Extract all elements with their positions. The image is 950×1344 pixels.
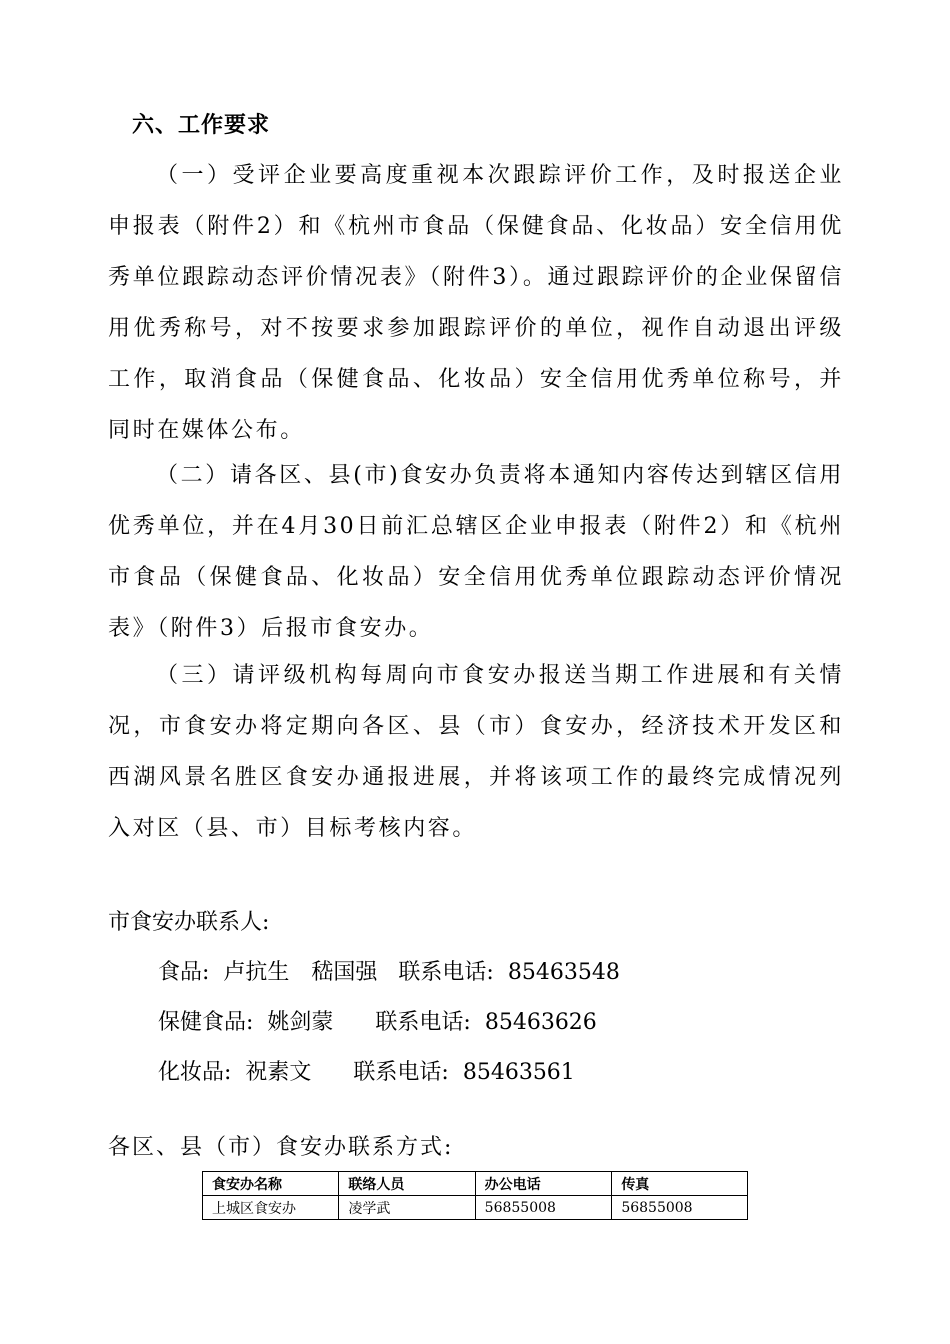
contact-phone-label: 联系电话: [375, 1010, 471, 1035]
contact-category: 食品: [158, 960, 210, 985]
contact-names: 姚剑蒙 [267, 1010, 334, 1035]
district-contacts-title: 各区、县（市）食安办联系方式: [108, 1135, 454, 1160]
contacts-title: 市食安办联系人: [108, 910, 270, 935]
contact-phone: 85463548 [507, 960, 620, 985]
table-header-fax: 传真 [612, 1172, 748, 1196]
table-cell-fax: 56855008 [612, 1196, 748, 1220]
table-cell-office-phone: 56855008 [475, 1196, 612, 1220]
contact-line-health-food [158, 1003, 597, 1043]
table-header-office-name: 食安办名称 [203, 1172, 339, 1196]
contact-names: 祝素文 [245, 1060, 312, 1085]
requirement-paragraph-2: （二）请各区、县(市)食安办负责将本通知内容传达到辖区信用优秀单位，并在4月30日前汇总辖区企业申报表（附件2）和《杭州市食品（保健食品、化妆品）安全信用优秀单位跟踪动态评价情况表》（附件3）后报市食安办。 [108, 463, 844, 641]
contact-category: 保健食品: [158, 1010, 254, 1035]
table-header-contact-person: 联络人员 [339, 1172, 475, 1196]
contact-names: 卢抗生 嵇国强 [223, 960, 378, 985]
requirement-paragraph-3: （三）请评级机构每周向市食安办报送当期工作进展和有关情况，市食安办将定期向各区、县（市）食安办，经济技术开发区和西湖风景名胜区食安办通报进展，并将该项工作的最终完成情况列入对区（县、市）目标考核内容。 [108, 663, 844, 841]
contact-phone-label: 联系电话: [398, 960, 494, 985]
contact-line-cosmetics [158, 1053, 575, 1093]
table-header-row [203, 1172, 748, 1196]
contact-phone: 85463626 [484, 1010, 597, 1035]
table-cell-office-name: 上城区食安办 [203, 1196, 339, 1220]
contact-phone-label: 联系电话: [353, 1060, 449, 1085]
table-cell-contact-person: 凌学武 [339, 1196, 475, 1220]
contact-category: 化妆品: [158, 1060, 232, 1085]
requirement-paragraph-1: （一）受评企业要高度重视本次跟踪评价工作，及时报送企业申报表（附件2）和《杭州市食品（保健食品、化妆品）安全信用优秀单位跟踪动态评价情况表》（附件3）。通过跟踪评价的企业保留信用优秀称号，对不按要求参加跟踪评价的单位，视作自动退出评级工作，取消食品（保健食品、化妆品）安全信用优秀单位称号，并同时在媒体公布。 [108, 163, 844, 443]
contact-line-food [158, 953, 620, 993]
table-row [203, 1196, 748, 1220]
section-heading: 六、工作要求 [132, 113, 271, 138]
table-header-office-phone: 办公电话 [475, 1172, 612, 1196]
district-office-table [202, 1171, 748, 1220]
contact-phone: 85463561 [462, 1060, 575, 1085]
